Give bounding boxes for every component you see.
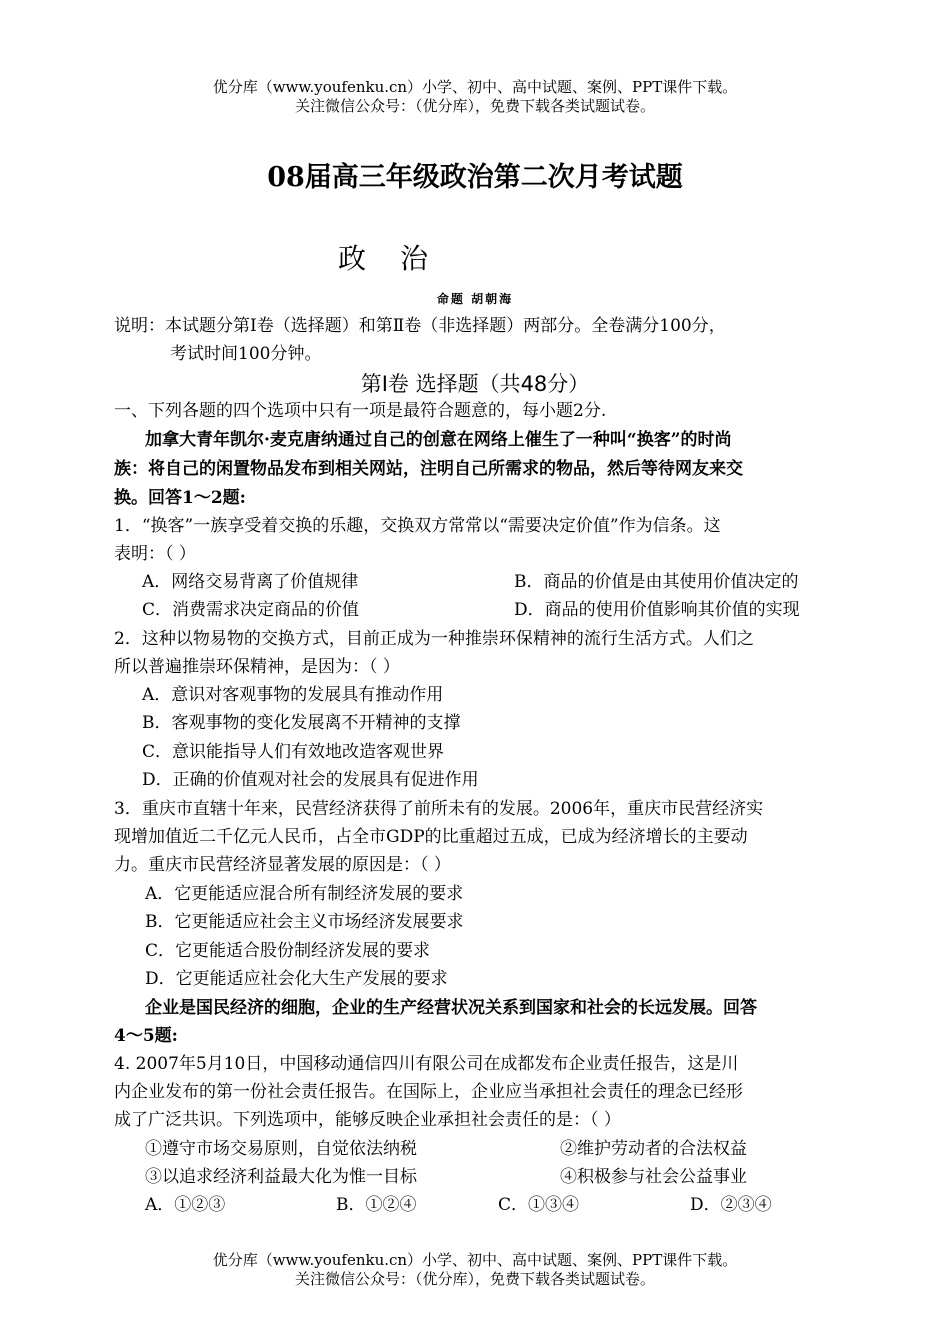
q4-option-d: D．②③④	[690, 1195, 772, 1215]
q1-stem-line-2: 表明：（ ）	[114, 544, 196, 564]
q2-stem-line-1: 2．这种以物易物的交换方式，目前正成为一种推崇环保精神的流行生活方式。人们之	[114, 629, 754, 649]
q1-stem-line-1: 1．“换客”一族享受着交换的乐趣，交换双方常常以“需要决定价值”作为信条。这	[114, 516, 721, 536]
q4-stem-line-2: 内企业发布的第一份社会责任报告。在国际上，企业应当承担社会责任的理念已经形	[114, 1082, 743, 1102]
q3-option-c: C．它更能适合股份制经济发展的要求	[145, 941, 431, 961]
material-2-line-2: 4～5题:	[114, 1026, 178, 1046]
q3-stem-line-1: 3．重庆市直辖十年来，民营经济获得了前所未有的发展。2006年，重庆市民营经济实	[114, 799, 764, 819]
q2-option-d: D．正确的价值观对社会的发展具有促进作用	[142, 770, 479, 790]
q4-statement-4: ④积极参与社会公益事业	[560, 1167, 747, 1187]
footer-line-2: 关注微信公众号：（优分库），免费下载各类试题试卷。	[294, 1270, 655, 1288]
q1-option-c: C．消费需求决定商品的价值	[142, 600, 360, 620]
header-line-1: 优分库（www.youfenku.cn）小学、初中、高中试题、案例、PPT课件下载。	[212, 78, 738, 96]
q1-option-a: A．网络交易背离了价值规律	[142, 572, 359, 592]
q4-statement-2: ②维护劳动者的合法权益	[560, 1139, 747, 1159]
intro-line-2: 考试时间100分钟。	[170, 344, 322, 364]
q2-option-b: B．客观事物的变化发展离不开精神的支撑	[142, 713, 461, 733]
author-line: 命题 胡朝海	[436, 292, 514, 306]
material-2-line-1: 企业是国民经济的细胞，企业的生产经营状况关系到国家和社会的长远发展。回答	[145, 998, 757, 1018]
q4-option-a: A．①②③	[145, 1195, 226, 1215]
q4-option-c: C．①③④	[498, 1195, 580, 1215]
q4-statement-3: ③以追求经济利益最大化为惟一目标	[145, 1167, 417, 1187]
material-1-line-1: 加拿大青年凯尔·麦克唐纳通过自己的创意在网络上催生了一种叫“换客”的时尚	[145, 430, 732, 450]
q4-option-b: B．①②④	[336, 1195, 417, 1215]
q3-stem-line-2: 现增加值近二千亿元人民币，占全市GDP的比重超过五成，已成为经济增长的主要动	[114, 827, 748, 847]
instruction: 一、下列各题的四个选项中只有一项是最符合题意的，每小题2分.	[114, 401, 607, 421]
subject-title: 政治	[338, 242, 463, 275]
q1-option-b: B．商品的价值是由其使用价值决定的	[514, 572, 799, 592]
q3-stem-line-3: 力。重庆市民营经济显著发展的原因是：（ ）	[114, 855, 451, 875]
header-line-2: 关注微信公众号：（优分库），免费下载各类试题试卷。	[294, 97, 655, 115]
q3-option-b: B．它更能适应社会主义市场经济发展要求	[145, 912, 464, 932]
q4-stem-line-1: 4. 2007年5月10日，中国移动通信四川有限公司在成都发布企业责任报告，这是川	[114, 1054, 739, 1074]
q4-statement-1: ①遵守市场交易原则，自觉依法纳税	[145, 1139, 417, 1159]
q3-option-a: A．它更能适应混合所有制经济发展的要求	[145, 884, 464, 904]
q2-option-a: A．意识对客观事物的发展具有推动作用	[142, 685, 444, 705]
q2-stem-line-2: 所以普遍推崇环保精神，是因为：（ ）	[114, 657, 400, 677]
intro-line-1: 说明：本试题分第Ⅰ卷（选择题）和第Ⅱ卷（非选择题）两部分。全卷满分100分，	[114, 316, 726, 336]
q4-stem-line-3: 成了广泛共识。下列选项中，能够反映企业承担社会责任的是：（ ）	[114, 1110, 621, 1130]
q1-option-d: D．商品的使用价值影响其价值的实现	[514, 600, 800, 620]
material-1-line-3: 换。回答1～2题:	[114, 488, 246, 508]
page-title: 08届高三年级政治第二次月考试题	[267, 162, 683, 193]
material-1-line-2: 族：将自己的闲置物品发布到相关网站，注明自己所需求的物品，然后等待网友来交	[114, 459, 743, 479]
q3-option-d: D．它更能适应社会化大生产发展的要求	[145, 969, 448, 989]
footer-line-1: 优分库（www.youfenku.cn）小学、初中、高中试题、案例、PPT课件下载。	[212, 1251, 738, 1269]
section-title: 第Ⅰ卷 选择题（共48分）	[360, 372, 590, 396]
q2-option-c: C．意识能指导人们有效地改造客观世界	[142, 742, 445, 762]
